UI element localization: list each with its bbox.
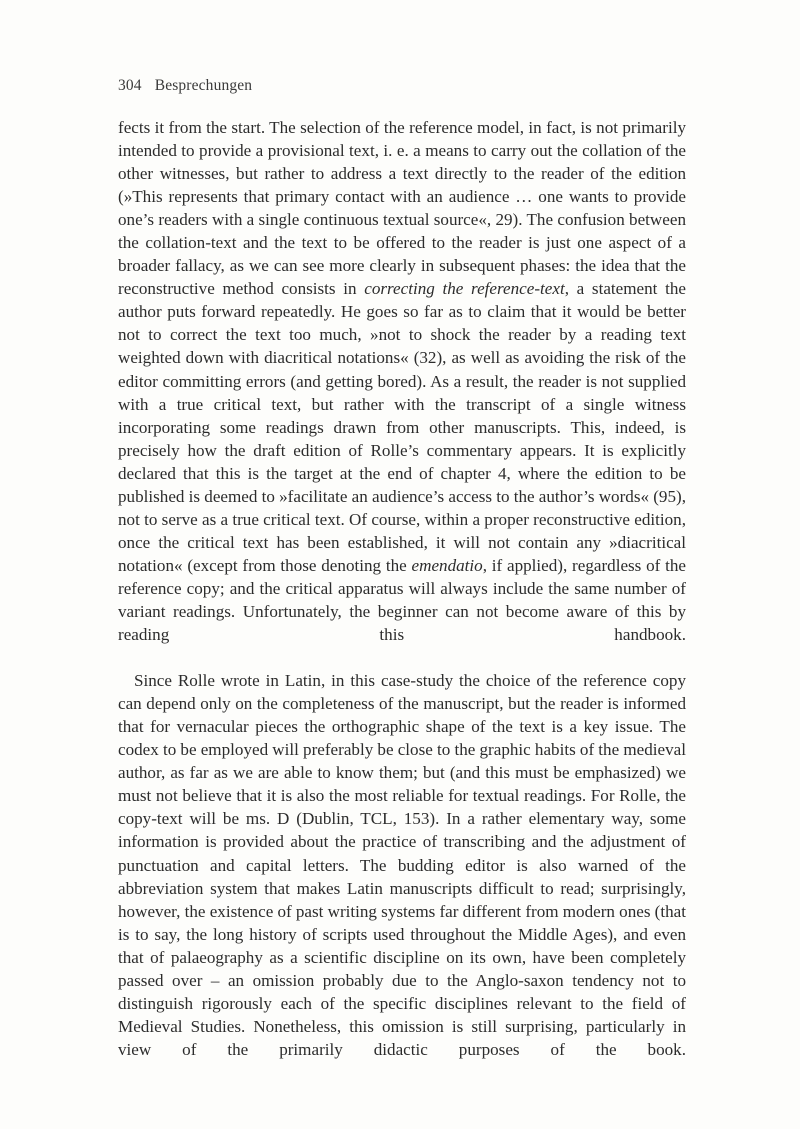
text-run: Since Rolle wrote in Latin, in this case-study the choice of the reference copy can depend only on the completeness of the manuscript, but the reader is informed that for vernacular pieces the orthographic shape of the text is a key issue. The codex to be employed will preferably be close to the graphic habits of the medieval author, as far as we are able to know them; but (and this must be emphasized) we must not believe that it is also the most reliable for textual readings. For Rolle, the copy-text will be ms. D (Dublin, TCL, 153). In a rather elementary way, some information is provided about the practice of transcribing and the adjustment of punctuation and capital letters. The budding editor is also warned of the abbreviation system that makes Latin manuscripts difficult to read; surprisingly, however, the existence of past writing systems far different from modern ones (that is to say, the long history of scripts used throughout the Middle Ages), and even that of palaeography as a scientific discipline on its own, have been completely passed over – an omission probably due to the Anglo-saxon tendency not to distinguish rigorously each of the specific disciplines relevant to the field of Medieval Studies. Nonetheless, this omission is still surprising, particularly in view of the primarily didactic purposes of the book. xyxy=(118,671,686,1059)
running-head-section: Besprechungen xyxy=(154,77,253,94)
text-run: fects it from the start. The selection of the reference model, in fact, is not primarily intended to provide a provisional text, i. e. a means to carry out the collation of the other witnesses, but rather to address a text directly to the reader of the edition (»This represents that primary contact with an audience … one wants to provide one’s readers with a single continuous textual source«, 29). The confusion between the collation-text and the text to be offered to the reader is just one aspect of a broader fallacy, as we can see more clearly in subsequent phases: the idea that the reconstructive method consists in xyxy=(118,118,686,299)
text-run: , a statement the author puts forward repeatedly. He goes so far as to claim that it would be better not to correct the text too much, »not to shock the reader by a reading text weighted down with diacritical notations« (32), as well as avoiding the risk of the editor committing errors (and getting bored). As a result, the reader is not supplied with a true critical text, but rather with the transcript of a single witness incorporating some readings drawn from other manuscripts. This, indeed, is precisely how the draft edition of Rolle’s commentary appears. It is explicitly declared that this is the target at the end of chapter 4, where the edition to be published is deemed to »facilitate an audience’s access to the author’s words« (95), not to serve as a true critical text. Of course, within a proper reconstructive edition, once the critical text has been established, it will not contain any »diacritical notation« (except from those denoting the xyxy=(118,279,686,575)
paragraph-1 xyxy=(118,116,686,669)
emphasis-italic: emendatio xyxy=(411,555,483,575)
body-text-block xyxy=(118,116,686,1084)
emphasis-italic: correcting the reference-text xyxy=(364,279,565,299)
running-head xyxy=(118,77,252,95)
text-run: , if applied), regardless of the reference copy; and the critical apparatus will always include the same number of variant readings. Unfortunately, the beginner can not become aware of this by reading this handbook. xyxy=(118,555,686,645)
page-number: 304 xyxy=(118,77,142,94)
paragraph-2 xyxy=(118,669,686,1084)
